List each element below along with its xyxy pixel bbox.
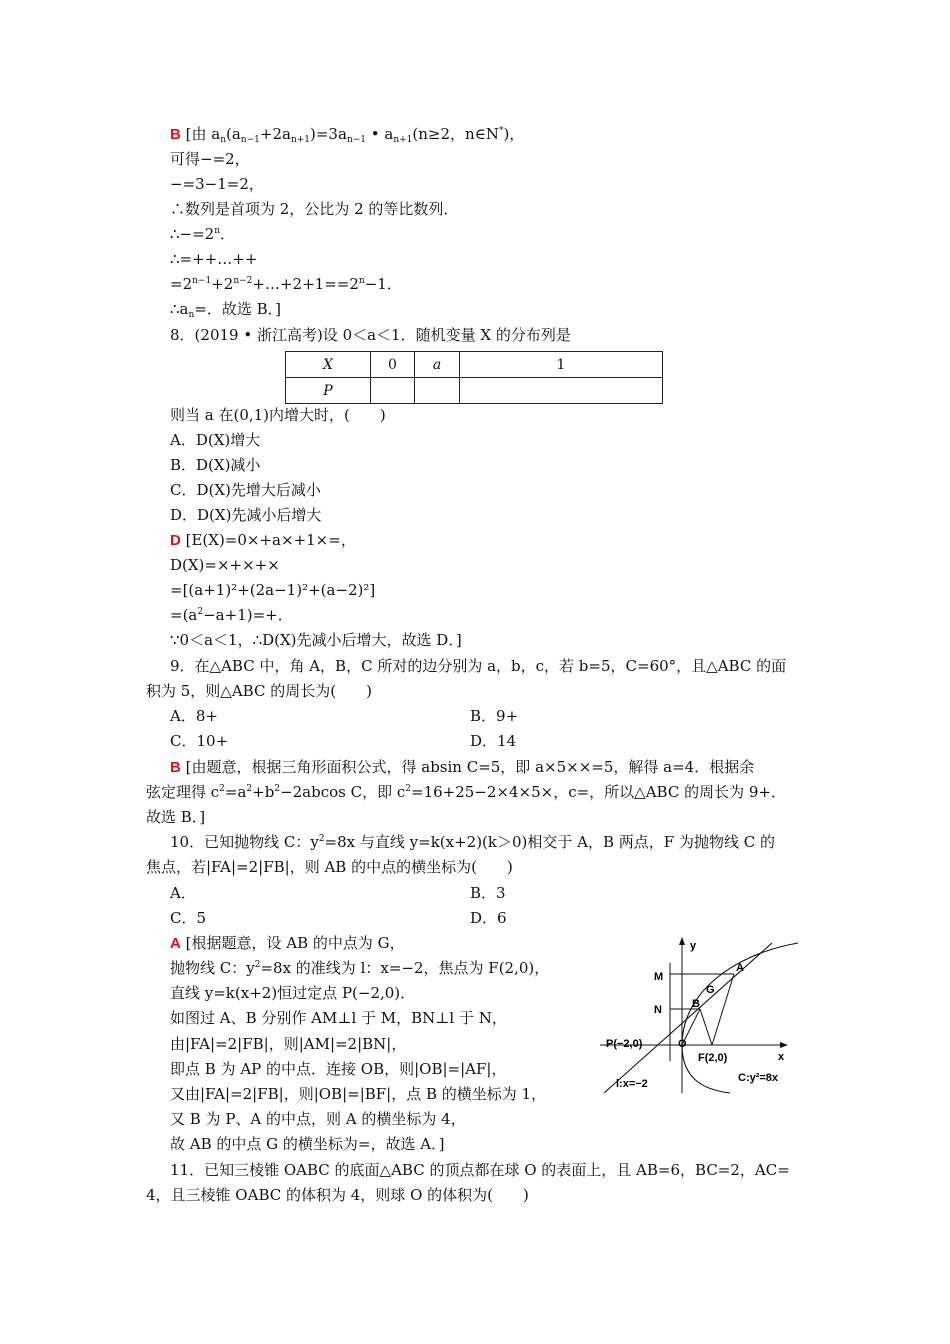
q9-solution-line-3: 故选 B．] [146,808,206,826]
q8-answer-letter: D [170,532,181,549]
q8-question: 则当 a 在(0,1)内增大时，( ) [170,406,386,424]
q9-option-c: C．10+ [170,732,229,750]
q8-solution-line-2: D(X)=×+×+× [170,556,280,574]
label-x: x [778,1051,785,1063]
q10-option-b: B．3 [470,884,506,902]
q9-option-d: D．14 [470,732,517,750]
q10-solution-line-4: 如图过 A、B 分别作 AM⊥l 于 M，BN⊥l 于 N， [170,1009,507,1027]
x-axis-arrow [780,1042,788,1048]
label-y: y [690,940,697,952]
q9-option-a: A．8+ [170,707,218,725]
table-cell: 1 [460,352,663,378]
q10-stem-line-1: 10．已知抛物线 C：$y^2=8x$ 与直线 y=k(x+2)(k＞0)相交于 A，B 两点，F 为抛物线 C 的 [170,833,775,851]
q10-solution-line-6: 即点 B 为 AP 的中点．连接 OB，则|OB|=|AF|， [170,1060,507,1078]
label-a: A [736,962,744,974]
table-cell: P [286,378,371,404]
q7-solution-line-3: −=3−1=2， [170,175,264,193]
q7-solution-line-8: $\therefore a_n=$．故选 B．] [170,300,282,320]
label-m: M [654,971,664,983]
distribution-table [285,351,663,404]
q10-answer-letter: A [170,935,181,952]
table-cell [371,378,415,404]
q10-solution-line-3: 直线 y=k(x+2)恒过定点 P(−2,0)． [170,984,416,1002]
q10-solution-line-2: 抛物线 C：$y^2=8x$ 的准线为 l：x=−2，焦点为 F(2,0)， [170,959,550,977]
label-curve: C:y²=8x [738,1072,779,1084]
q10-solution-line-1: A [根据题意，设 AB 的中点为 G， [170,934,405,952]
label-g: G [706,984,715,996]
q11-stem-line-2: 4，且三棱锥 OABC 的体积为 4，则球 O 的体积为( ) [146,1186,529,1204]
table-row [286,352,663,378]
q7-solution-line-5: $\therefore-=2^n$． [170,225,236,243]
table-cell: 0 [371,352,415,378]
table-cell [415,378,460,404]
q7-solution-line-1: B [由 $a_n(a_{n-1}+2a_{n+1})=3a_{n-1}$ • $a_{n+1}(n\ge 2$，n∈N*)， [170,125,525,145]
q9-option-b: B．9+ [470,707,519,725]
q8-option-a: A．D(X)增大 [170,431,261,449]
q8-solution-line-5: ∵0＜a＜1，∴D(X)先减小后增大，故选 D．] [170,631,462,649]
q10-option-c: C．5 [170,909,207,927]
label-b: B [692,998,700,1010]
q9-stem-line-2: 积为 5，则△ABC 的周长为( ) [146,682,372,700]
table-row [286,378,663,404]
q8-solution-line-4: $=(a^2-a+1)=+$． [170,606,293,624]
label-f: F(2,0) [698,1052,728,1064]
segment-af [712,974,734,1045]
q11-stem-line-1: 11．已知三棱锥 OABC 的底面△ABC 的顶点都在球 O 的表面上，且 AB=6，BC=2，AC= [170,1161,790,1179]
label-o: O [678,1038,687,1050]
y-axis-arrow [679,937,685,945]
q8-option-c: C．D(X)先增大后减小 [170,481,321,499]
q7-solution-line-7: $=2^{n-1}+2^{n-2}+\dots+2+1==2^n-1$． [170,275,402,293]
table-cell: X [286,352,371,378]
label-directrix: l:x=−2 [616,1078,648,1090]
q7-solution-line-2: 可得−=2， [170,150,250,168]
segment-bf [700,1009,712,1045]
q7-answer-letter: B [170,126,181,143]
label-n: N [654,1004,662,1016]
q10-option-d: D．6 [470,909,507,927]
parabola-upper-branch [682,943,798,1045]
q10-solution-line-7: 又由|FA|=2|FB|，则|OB|=|BF|，点 B 的横坐标为 1， [170,1085,547,1103]
q8-solution-line-3: =[(a+1)²+(2a−1)²+(a−2)²] [170,581,376,599]
q10-stem-line-2: 焦点，若|FA|=2|FB|，则 AB 的中点的横坐标为( ) [146,858,513,876]
q7-solution-line-4: ∴数列是首项为 2，公比为 2 的等比数列． [170,200,459,218]
q8-stem: 8．(2019 • 浙江高考)设 0＜a＜1．随机变量 X 的分布列是 [170,326,571,344]
q10-option-a: A． [170,884,196,902]
q9-stem-line-1: 9．在△ABC 中，角 A，B，C 所对的边分别为 a，b，c，若 b=5，C=60°，且△ABC 的面 [170,657,787,675]
q10-solution-line-9: 故 AB 的中点 G 的横坐标为=，故选 A．] [170,1135,445,1153]
q10-solution-line-5: 由|FA|=2|FB|，则|AM|=2|BN|， [170,1035,407,1053]
table-cell [460,378,663,404]
q9-answer-letter: B [170,759,181,776]
table-cell: a [415,352,460,378]
q8-option-b: B．D(X)减小 [170,456,261,474]
q7-solution-line-6: ∴=++…++ [170,250,258,268]
label-p: P(−2,0) [606,1038,643,1050]
q10-solution-line-8: 又 B 为 P、A 的中点，则 A 的横坐标为 4， [170,1110,466,1128]
parabola-figure [600,935,800,1095]
q9-solution-line-1: B [由题意，根据三角形面积公式，得 absin C=5，即 a×5××=5，解得 a=4．根据余 [170,758,755,776]
q8-option-d: D．D(X)先减小后增大 [170,506,322,524]
q8-solution-line-1: D [E(X)=0×+a×+1×=， [170,531,356,549]
q9-solution-line-2: 弦定理得 $c^2=a^2+b^2-2abcos$ C，即 $c^2=16+25-2\times 4\times 5\times$，c=，所以△ABC 的周长为 9+． [146,783,786,801]
